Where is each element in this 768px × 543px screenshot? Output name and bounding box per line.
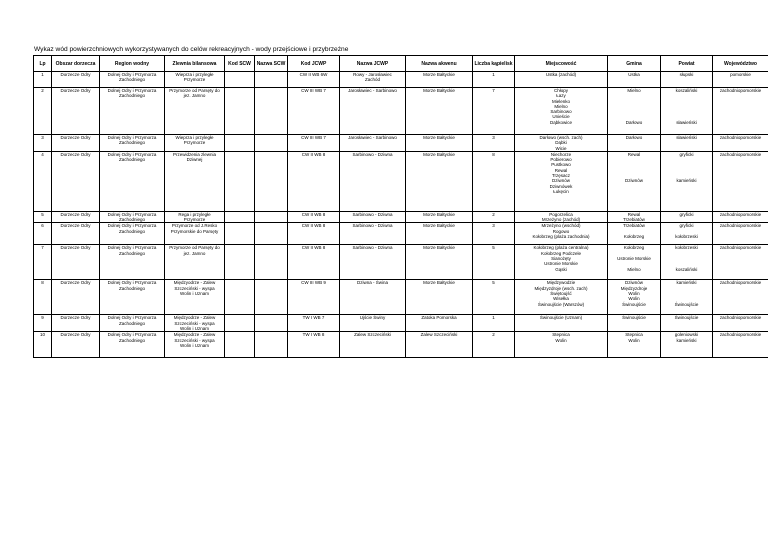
cell-kod-scw [225, 88, 255, 135]
cell-region-line: Zachodniego [118, 337, 146, 343]
cell-zlewnia [165, 332, 225, 358]
cell-region-line: Dolnej Odry i Przymorza [107, 280, 157, 286]
cell-akwen: Morze Bałtyckie [406, 151, 473, 211]
table-body [34, 72, 768, 358]
cell-powiat-line: koszaliński [675, 88, 698, 93]
cell-miejscowosc [515, 72, 608, 88]
cell-kod-jcwp: CW III WB 7 [288, 135, 340, 152]
cell-akwen: Morze Bałtyckie [406, 88, 473, 135]
cell-gmina-line: Darłowo [625, 135, 643, 140]
cell-miejscowosc-line: Mielno [554, 103, 568, 109]
cell-gmina-line: Trzebiatów [623, 217, 645, 223]
cell-region-line: Dolnej Odry i Przymorza [107, 135, 157, 140]
cell-zlewnia [165, 151, 225, 211]
cell-zlewnia-line: Przymorze [183, 217, 206, 223]
column-header: Nazwa SCW [255, 56, 288, 72]
cell-obszar: Dorzecze Odry [52, 280, 100, 315]
cell-kod-jcwp: CW III WB 7 [288, 88, 340, 135]
cell-liczba: 5 [473, 280, 515, 315]
cell-liczba: 1 [473, 72, 515, 88]
cell-zlewnia-line: jez. Jamno [183, 93, 206, 99]
cell-miejscowosc-line: Dąbkowice [549, 119, 572, 125]
cell-region [100, 223, 165, 245]
cell-miejscowosc-line: Sianożęty [551, 256, 571, 262]
cell-miejscowosc-line: Dziwnówek [549, 183, 573, 189]
cell-zlewnia-line: Przymorze od Parsęty do [169, 88, 220, 93]
cell-wojewodztwo: zachodniopomorskie [713, 135, 768, 152]
cell-powiat-line: słupski [679, 72, 694, 77]
cell-zlewnia-line: Rega i przyległe [178, 211, 211, 217]
cell-miejscowosc [515, 88, 608, 135]
cell-miejscowosc-line: Sarbinowo [550, 109, 572, 115]
cell-powiat-line: koszaliński [675, 266, 698, 272]
cell-kod-scw [225, 151, 255, 211]
cell-zlewnia-line: Wolin i Uznam [180, 291, 209, 297]
column-header: Region wodny [100, 56, 165, 72]
cell-region [100, 88, 165, 135]
cell-kod-scw [225, 211, 255, 223]
cell-region-line: Zachodniego [118, 320, 146, 326]
cell-region-line: Zachodniego [118, 93, 146, 99]
cell-obszar: Dorzecze Odry [52, 72, 100, 88]
cell-powiat [661, 280, 713, 315]
cell-miejscowosc-line: Trzęsacz [551, 173, 571, 179]
cell-akwen: Morze Bałtyckie [406, 245, 473, 280]
cell-nazwa-jcwp-line: Sarbinowo - Dziwna [352, 245, 393, 251]
column-header: Województwo [713, 56, 768, 72]
cell-nazwa-scw [255, 88, 288, 135]
cell-lp: 8 [34, 280, 52, 315]
cell-region [100, 332, 165, 358]
cell-nazwa-scw [255, 151, 288, 211]
cell-miejscowosc [515, 223, 608, 245]
cell-powiat-line: gryficki [679, 211, 694, 217]
cell-powiat [661, 223, 713, 245]
cell-zlewnia-line: Wieprza i przyległe [175, 72, 214, 77]
cell-miejscowosc-line: Kołobrzeg (plaża zachodnia) [532, 234, 590, 240]
cell-miejscowosc-line: Ustka (zachód) [545, 72, 577, 77]
cell-nazwa-scw [255, 245, 288, 280]
cell-gmina [608, 315, 661, 332]
cell-powiat [661, 135, 713, 152]
cell-nazwa-jcwp-line: Zachód [364, 77, 380, 83]
cell-zlewnia [165, 211, 225, 223]
cell-region [100, 72, 165, 88]
cell-wojewodztwo: zachodniopomorskie [713, 332, 768, 358]
cell-wojewodztwo: zachodniopomorskie [713, 315, 768, 332]
cell-powiat-line: kołobrzeski [675, 245, 698, 251]
cell-zlewnia-line: Szczeciński - wyspa [174, 285, 215, 291]
cell-kod-scw [225, 245, 255, 280]
cell-zlewnia-line: Przymorze [183, 77, 206, 83]
cell-liczba: 2 [473, 332, 515, 358]
table-row [34, 211, 768, 223]
cell-region-line: Dolnej Odry i Przymorza [107, 151, 157, 157]
cell-zlewnia [165, 88, 225, 135]
cell-miejscowosc-line: Rogowo [552, 228, 570, 234]
column-header: Zlewnia bilansowa [165, 56, 225, 72]
cell-gmina-line: Wolin [628, 291, 640, 297]
cell-miejscowosc-line: Pobierowo [550, 157, 572, 163]
cell-liczba: 3 [473, 223, 515, 245]
cell-kod-scw [225, 280, 255, 315]
column-header: Powiat [661, 56, 713, 72]
cell-region-line: Zachodniego [118, 285, 146, 291]
cell-gmina-line: Mielno [627, 266, 641, 272]
table-row [34, 332, 768, 358]
cell-liczba: 7 [473, 88, 515, 135]
cell-akwen: Morze Bałtyckie [406, 135, 473, 152]
cell-zlewnia-line: Międzyodrze - Zalew [173, 332, 216, 338]
cell-gmina-line: Ustka [628, 72, 640, 77]
cell-kod-jcwp: CW II WB 8 [288, 223, 340, 245]
cell-nazwa-scw [255, 223, 288, 245]
cell-gmina-line: Rewal [627, 211, 641, 217]
cell-region-line: Zachodniego [118, 228, 146, 234]
cell-gmina-line: Dziwnów [624, 178, 643, 184]
cell-miejscowosc [515, 151, 608, 211]
cell-miejscowosc-line: Wisełka [553, 296, 569, 302]
cell-obszar: Dorzecze Odry [52, 332, 100, 358]
cell-miejscowosc [515, 280, 608, 315]
cell-region-line: Dolnej Odry i Przymorza [107, 88, 157, 93]
cell-zlewnia-line: jez. Jamno [183, 250, 206, 256]
cell-nazwa-jcwp [340, 245, 406, 280]
cell-gmina [608, 280, 661, 315]
cell-gmina [608, 332, 661, 358]
cell-zlewnia-line: Przewidzenia zlewnia [172, 151, 217, 157]
cell-liczba: 1 [473, 315, 515, 332]
cell-akwen: Morze Bałtyckie [406, 223, 473, 245]
cell-miejscowosc [515, 245, 608, 280]
cell-miejscowosc-line: Stepnica [552, 332, 570, 338]
cell-miejscowosc-line: Mrzeżyno (zachód) [541, 217, 581, 223]
cell-kod-jcwp: CW II WB 6W [288, 72, 340, 88]
cell-gmina [608, 211, 661, 223]
cell-miejscowosc-line: Dziwnów [551, 178, 570, 184]
cell-gmina-line: Ustronie Morskie [617, 256, 651, 262]
cell-powiat-line: kamieński [676, 337, 697, 343]
cell-wojewodztwo: zachodniopomorskie [713, 280, 768, 315]
cell-nazwa-jcwp [340, 88, 406, 135]
cell-powiat [661, 72, 713, 88]
cell-miejscowosc-line: Międzywodzie [546, 280, 576, 286]
column-header: Liczba kąpielisk [473, 56, 515, 72]
table-row [34, 245, 768, 280]
column-header: Miejscowość [515, 56, 608, 72]
cell-miejscowosc [515, 211, 608, 223]
cell-region-line: Dolnej Odry i Przymorza [107, 72, 157, 77]
column-header: Nazwa akwenu [406, 56, 473, 72]
cell-powiat-line: kamieński [676, 280, 697, 286]
cell-obszar: Dorzecze Odry [52, 151, 100, 211]
cell-lp: 4 [34, 151, 52, 211]
cell-miejscowosc-line: Unieście [552, 114, 570, 120]
cell-kod-jcwp: CW III WB 9 [288, 280, 340, 315]
cell-region-line: Dolnej Odry i Przymorza [107, 245, 157, 251]
cell-miejscowosc-line: Mielenko [551, 98, 570, 104]
cell-miejscowosc-line: Darłowo (wsch. zach) [539, 135, 583, 140]
cell-kod-jcwp: TW I WB 8 [288, 332, 340, 358]
cell-region-line: Dolnej Odry i Przymorza [107, 332, 157, 338]
cell-powiat-line: Świnoujście [674, 301, 699, 307]
cell-obszar: Dorzecze Odry [52, 211, 100, 223]
cell-gmina-line: Dziwnów [624, 280, 643, 286]
cell-nazwa-jcwp [340, 280, 406, 315]
cell-gmina-line: Rewal [627, 151, 641, 157]
cell-powiat [661, 88, 713, 135]
cell-kod-jcwp: CW II WB 8 [288, 211, 340, 223]
cell-gmina [608, 88, 661, 135]
cell-nazwa-jcwp [340, 72, 406, 88]
column-header: Obszar dorzecza [52, 56, 100, 72]
cell-nazwa-jcwp-line: Dziwna - Świna [356, 280, 388, 286]
cell-miejscowosc-line: Pustkowo [551, 162, 571, 168]
cell-gmina-line: Trzebiatów [623, 223, 645, 229]
cell-gmina-line [609, 189, 659, 194]
cell-zlewnia [165, 72, 225, 88]
column-header: Nazwa JCWP [340, 56, 406, 72]
cell-nazwa-jcwp-line: Zalew Szczeciński [354, 332, 391, 338]
cell-miejscowosc-line: Łazy [556, 93, 566, 99]
cell-miejscowosc [515, 315, 608, 332]
cell-nazwa-jcwp-line: Rowy - Jarosławiec [353, 72, 392, 77]
cell-kod-jcwp: CW II WB 8 [288, 151, 340, 211]
cell-region-line: Zachodniego [118, 77, 146, 83]
cell-miejscowosc-line: Mrzeżyno (wschód) [541, 223, 581, 229]
cell-lp: 2 [34, 88, 52, 135]
cell-nazwa-scw [255, 72, 288, 88]
cell-wojewodztwo: zachodniopomorskie [713, 211, 768, 223]
header-row [34, 56, 768, 72]
cell-powiat-line [662, 189, 711, 194]
cell-gmina-line: Wolin [628, 337, 640, 343]
cell-zlewnia-line: Szczeciński - wyspa [174, 320, 215, 326]
cell-akwen: Zatoka Pomorska [406, 315, 473, 332]
cell-powiat [661, 315, 713, 332]
cell-region-line: Zachodniego [118, 250, 146, 256]
cell-powiat-line: kamieński [676, 178, 697, 184]
cell-powiat [661, 151, 713, 211]
cell-powiat [661, 332, 713, 358]
cell-region-line: Zachodniego [118, 140, 146, 146]
cell-wojewodztwo: zachodniopomorskie [713, 245, 768, 280]
table-row [34, 72, 768, 88]
cell-region [100, 315, 165, 332]
cell-gmina-line: Świnoujście [622, 301, 646, 307]
cell-zlewnia-line: Wolin i Uznam [180, 326, 209, 332]
column-header: Kod JCWP [288, 56, 340, 72]
cell-lp: 3 [34, 135, 52, 152]
column-header: Gmina [608, 56, 661, 72]
cell-obszar: Dorzecze Odry [52, 315, 100, 332]
cell-region [100, 280, 165, 315]
cell-miejscowosc-line: Rewal [554, 167, 568, 173]
cell-gmina-line: Kołobrzeg [623, 234, 645, 240]
cell-zlewnia [165, 135, 225, 152]
cell-miejscowosc-line: Świętoujść [550, 291, 572, 297]
cell-nazwa-jcwp-line: Sarbinowo - Dziwna [352, 211, 393, 217]
cell-gmina-line: Świnoujście [622, 315, 646, 321]
cell-akwen: Morze Bałtyckie [406, 211, 473, 223]
cell-nazwa-jcwp-line: Ujście Świny [359, 315, 386, 321]
cell-gmina [608, 151, 661, 211]
cell-nazwa-jcwp-line: Jarosławiec - Sarbinowo [348, 88, 397, 93]
cell-lp: 1 [34, 72, 52, 88]
cell-gmina [608, 245, 661, 280]
cell-miejscowosc-line: Świnoujście (Uznam) [539, 315, 583, 321]
cell-miejscowosc-line: Świnoujście (Warszów) [537, 301, 585, 307]
cell-zlewnia [165, 280, 225, 315]
cell-kod-scw [225, 72, 255, 88]
cell-powiat-line: goleniowski [674, 332, 699, 338]
cell-gmina [608, 223, 661, 245]
cell-miejscowosc-line: Niechorze [550, 151, 572, 157]
cell-zlewnia-line: Wieprza i przyległe [175, 135, 214, 140]
cell-nazwa-jcwp [340, 135, 406, 152]
cell-zlewnia [165, 223, 225, 245]
cell-kod-jcwp: CW II WB 8 [288, 245, 340, 280]
cell-nazwa-jcwp [340, 315, 406, 332]
cell-nazwa-scw [255, 211, 288, 223]
cell-gmina-line: Wolin [628, 296, 640, 302]
cell-miejscowosc-line: Kołobrzeg (plaża centralna) [533, 245, 589, 251]
table-row [34, 223, 768, 245]
cell-akwen: Morze Bałtyckie [406, 280, 473, 315]
cell-liczba: 8 [473, 151, 515, 211]
cell-zlewnia [165, 315, 225, 332]
cell-miejscowosc-line: Dąbki [555, 140, 567, 146]
cell-wojewodztwo: zachodniopomorskie [713, 223, 768, 245]
cell-gmina [608, 72, 661, 88]
cell-nazwa-jcwp-line: Sarbinowo - Dziwna [352, 151, 393, 157]
cell-region-line: Zachodniego [118, 217, 146, 223]
cell-miejscowosc-line: Kołobrzeg Podczele [540, 250, 582, 256]
cell-zlewnia [165, 245, 225, 280]
cell-lp: 7 [34, 245, 52, 280]
table-row [34, 88, 768, 135]
cell-miejscowosc [515, 135, 608, 152]
cell-region-line: Dolnej Odry i Przymorza [107, 223, 157, 229]
cell-kod-scw [225, 315, 255, 332]
cell-region-line: Dolnej Odry i Przymorza [107, 315, 157, 321]
cell-lp: 5 [34, 211, 52, 223]
recreational-waters-table [33, 55, 768, 358]
cell-miejscowosc-line: Pogorzelica [549, 211, 573, 217]
cell-miejscowosc-line: Wolin [555, 337, 567, 343]
cell-gmina [608, 135, 661, 152]
cell-zlewnia-line: Przymorze od J.Resko [171, 223, 218, 229]
cell-nazwa-jcwp [340, 332, 406, 358]
cell-gmina-line: Kołobrzeg [623, 245, 645, 251]
cell-powiat [661, 211, 713, 223]
cell-zlewnia-line: Dziwnej [186, 157, 203, 163]
cell-liczba: 3 [473, 135, 515, 152]
cell-region [100, 245, 165, 280]
cell-gmina-line: Darłowo [625, 119, 643, 125]
cell-liczba: 5 [473, 245, 515, 280]
cell-nazwa-scw [255, 280, 288, 315]
cell-nazwa-jcwp-line: Sarbinowo - Dziwna [352, 223, 393, 229]
cell-wojewodztwo: zachodniopomorskie [713, 88, 768, 135]
cell-liczba: 2 [473, 211, 515, 223]
cell-nazwa-jcwp [340, 211, 406, 223]
cell-zlewnia-line: Przymorze [183, 140, 206, 146]
cell-kod-scw [225, 135, 255, 152]
cell-kod-scw [225, 223, 255, 245]
cell-zlewnia-line: Przymorze od Parsęty do [169, 245, 220, 251]
cell-wojewodztwo: zachodniopomorskie [713, 151, 768, 211]
table-row [34, 151, 768, 211]
cell-obszar: Dorzecze Odry [52, 88, 100, 135]
cell-zlewnia-line: Międzyodrze - Zalew [173, 315, 216, 321]
cell-lp: 6 [34, 223, 52, 245]
table-row [34, 135, 768, 152]
cell-zlewnia-line: Międzyodrze - Zalew [173, 280, 216, 286]
cell-miejscowosc-line: Międzyzdroje (wsch. zach) [534, 285, 588, 291]
cell-miejscowosc-line: Ustronie Morskie [544, 261, 578, 267]
cell-powiat-line: Świnoujście [674, 315, 699, 321]
cell-powiat-line: kołobrzeski [675, 234, 698, 240]
cell-gmina-line: Stepnica [625, 332, 643, 338]
cell-nazwa-scw [255, 332, 288, 358]
cell-region [100, 151, 165, 211]
cell-nazwa-jcwp [340, 223, 406, 245]
cell-akwen: Morze Bałtyckie [406, 72, 473, 88]
cell-region [100, 211, 165, 223]
table-row [34, 280, 768, 315]
table-row [34, 315, 768, 332]
cell-gmina-line: Mielno [627, 88, 641, 93]
cell-miejscowosc-line: Gąski [555, 266, 567, 272]
cell-powiat-line: sławieński [676, 135, 697, 140]
cell-region-line: Dolnej Odry i Przymorza [107, 211, 157, 217]
document-title: Wykaz wód powierzchniowych wykorzystywanych do celów rekreacyjnych - wody przejściowe i przybrzeżne [34, 46, 349, 53]
cell-miejscowosc-line: Chłopy [553, 88, 568, 93]
column-header: Kod SCW [225, 56, 255, 72]
cell-nazwa-scw [255, 315, 288, 332]
cell-miejscowosc-line: Wicie [555, 145, 567, 151]
cell-nazwa-jcwp [340, 151, 406, 211]
cell-zlewnia-line: Wolin i Uznam [180, 342, 209, 348]
cell-region-line: Zachodniego [118, 157, 146, 163]
cell-kod-scw [225, 332, 255, 358]
cell-wojewodztwo: pomorskie [713, 72, 768, 88]
cell-lp: 9 [34, 315, 52, 332]
cell-obszar: Dorzecze Odry [52, 135, 100, 152]
cell-powiat-line: gryficki [679, 151, 694, 157]
cell-zlewnia-line: Przymorskie do Parsęty [170, 228, 219, 234]
cell-obszar: Dorzecze Odry [52, 223, 100, 245]
cell-akwen: Zalew Szczeciński [406, 332, 473, 358]
cell-miejscowosc-line: Łukęcin [553, 188, 569, 194]
cell-region [100, 135, 165, 152]
column-header: Lp [34, 56, 52, 72]
cell-nazwa-scw [255, 135, 288, 152]
cell-gmina-line: Międzyzdroje [620, 285, 648, 291]
cell-powiat-line: sławieński [676, 119, 697, 125]
cell-lp: 10 [34, 332, 52, 358]
cell-zlewnia-line: Szczeciński - wyspa [174, 337, 215, 343]
cell-nazwa-jcwp-line: Jarosławiec - Sarbinowo [348, 135, 397, 140]
cell-miejscowosc [515, 332, 608, 358]
cell-powiat-line: gryficki [679, 223, 694, 229]
cell-kod-jcwp: TW I WB 7 [288, 315, 340, 332]
cell-obszar: Dorzecze Odry [52, 245, 100, 280]
cell-powiat [661, 245, 713, 280]
